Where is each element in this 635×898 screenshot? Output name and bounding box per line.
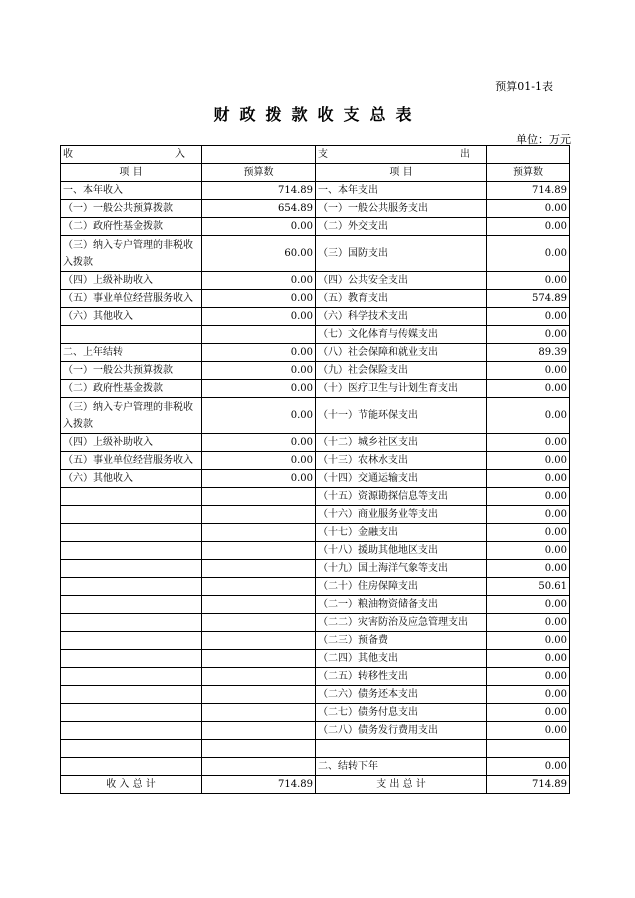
table-row (61, 578, 570, 596)
expense-budget-cell: 0.00 (487, 722, 570, 740)
expense-item-cell: （七）文化体育与传媒支出 (316, 326, 487, 344)
expense-total-value: 714.89 (487, 776, 570, 794)
income-budget-cell: 0.00 (202, 398, 316, 434)
table-row (61, 686, 570, 704)
expense-budget-cell: 0.00 (487, 596, 570, 614)
expense-item-cell: （二四）其他支出 (316, 650, 487, 668)
table-row (61, 326, 570, 344)
expense-item-cell: （二七）债务付息支出 (316, 704, 487, 722)
income-total-label: 收 入 总 计 (61, 776, 202, 794)
income-item-cell: （一）一般公共预算拨款 (61, 200, 202, 218)
expense-item-cell: （八）社会保障和就业支出 (316, 344, 487, 362)
income-item-cell: （四）上级补助收入 (61, 434, 202, 452)
expense-item-cell: （十四）交通运输支出 (316, 470, 487, 488)
expense-budget-header: 预算数 (487, 164, 570, 182)
expense-item-cell: （十）医疗卫生与计划生育支出 (316, 380, 487, 398)
income-budget-cell (202, 524, 316, 542)
income-item-cell (61, 596, 202, 614)
income-item-cell: （二）政府性基金拨款 (61, 380, 202, 398)
income-budget-cell (202, 326, 316, 344)
income-item-cell (61, 560, 202, 578)
income-item-cell (61, 722, 202, 740)
table-row (61, 290, 570, 308)
expense-budget-cell: 0.00 (487, 488, 570, 506)
income-budget-cell: 0.00 (202, 452, 316, 470)
income-budget-cell: 0.00 (202, 344, 316, 362)
expense-budget-cell: 0.00 (487, 668, 570, 686)
income-budget-cell: 654.89 (202, 200, 316, 218)
table-row (61, 704, 570, 722)
income-budget-header: 预算数 (202, 164, 316, 182)
expense-item-cell: （十九）国土海洋气象等支出 (316, 560, 487, 578)
income-item-cell (61, 650, 202, 668)
income-item-cell: 二、上年结转 (61, 344, 202, 362)
budget-summary-table (60, 145, 570, 794)
expense-budget-cell: 0.00 (487, 650, 570, 668)
expense-item-cell: （二十）住房保障支出 (316, 578, 487, 596)
income-budget-cell: 60.00 (202, 236, 316, 272)
expense-item-cell: （十三）农林水支出 (316, 452, 487, 470)
income-budget-cell (202, 758, 316, 776)
expense-item-cell: （二六）债务还本支出 (316, 686, 487, 704)
expense-budget-cell: 0.00 (487, 326, 570, 344)
income-item-cell: （六）其他收入 (61, 470, 202, 488)
expense-item-cell: （二二）灾害防治及应急管理支出 (316, 614, 487, 632)
expense-item-cell: 二、结转下年 (316, 758, 487, 776)
expense-budget-cell: 0.00 (487, 758, 570, 776)
expense-item-cell: （十六）商业服务业等支出 (316, 506, 487, 524)
table-row (61, 668, 570, 686)
table-row (61, 362, 570, 380)
income-item-cell (61, 758, 202, 776)
expense-budget-cell: 0.00 (487, 434, 570, 452)
expense-budget-cell (487, 740, 570, 758)
expense-item-cell: （十二）城乡社区支出 (316, 434, 487, 452)
expense-budget-cell: 0.00 (487, 686, 570, 704)
expense-budget-cell: 0.00 (487, 398, 570, 434)
income-budget-cell: 714.89 (202, 182, 316, 200)
income-budget-cell: 0.00 (202, 362, 316, 380)
expense-budget-cell: 89.39 (487, 344, 570, 362)
table-row (61, 344, 570, 362)
expense-budget-cell: 0.00 (487, 614, 570, 632)
expense-budget-cell: 714.89 (487, 182, 570, 200)
table-row (61, 182, 570, 200)
expense-budget-cell: 0.00 (487, 560, 570, 578)
expense-item-cell: （二一）粮油物资储备支出 (316, 596, 487, 614)
expense-item-cell: （十七）金融支出 (316, 524, 487, 542)
table-row (61, 398, 570, 434)
expense-item-cell: （九）社会保险支出 (316, 362, 487, 380)
income-budget-cell: 0.00 (202, 380, 316, 398)
income-budget-cell (202, 614, 316, 632)
table-row (61, 632, 570, 650)
expense-total-label: 支 出 总 计 (316, 776, 487, 794)
income-budget-cell (202, 506, 316, 524)
table-row (61, 722, 570, 740)
expense-item-header: 项 目 (316, 164, 487, 182)
expense-budget-cell: 0.00 (487, 506, 570, 524)
expense-budget-cell: 0.00 (487, 200, 570, 218)
income-budget-cell: 0.00 (202, 290, 316, 308)
income-budget-cell (202, 722, 316, 740)
income-budget-cell (202, 542, 316, 560)
expense-budget-cell: 0.00 (487, 236, 570, 272)
income-total-value: 714.89 (202, 776, 316, 794)
income-budget-cell (202, 596, 316, 614)
table-row (61, 434, 570, 452)
income-budget-cell: 0.00 (202, 218, 316, 236)
expense-section-header: 支 出 (316, 146, 487, 164)
table-row (61, 560, 570, 578)
table-row (61, 200, 570, 218)
income-item-cell: （五）事业单位经营服务收入 (61, 452, 202, 470)
table-row (61, 272, 570, 290)
table-row (61, 506, 570, 524)
expense-item-cell: 一、本年支出 (316, 182, 487, 200)
expense-budget-cell: 0.00 (487, 452, 570, 470)
income-budget-cell: 0.00 (202, 272, 316, 290)
section-header-row (61, 146, 570, 164)
income-section-header: 收 入 (61, 146, 202, 164)
expense-item-cell: （三）国防支出 (316, 236, 487, 272)
income-item-cell: （三）纳入专户管理的非税收入拨款 (61, 398, 202, 434)
income-budget-cell (202, 686, 316, 704)
page-title: 财政拨款收支总表 (213, 105, 422, 124)
expense-budget-cell: 0.00 (487, 362, 570, 380)
table-row (61, 758, 570, 776)
expense-item-cell: （二）外交支出 (316, 218, 487, 236)
table-row (61, 218, 570, 236)
income-item-cell (61, 668, 202, 686)
income-item-cell (61, 326, 202, 344)
income-budget-cell (202, 488, 316, 506)
income-budget-cell (202, 578, 316, 596)
expense-budget-cell: 0.00 (487, 272, 570, 290)
unit-label: 单位：万元 (516, 133, 571, 146)
form-number: 预算01-1表 (495, 80, 553, 93)
totals-row (61, 776, 570, 794)
income-item-cell (61, 704, 202, 722)
table-row (61, 650, 570, 668)
expense-item-cell: （五）教育支出 (316, 290, 487, 308)
expense-item-cell (316, 740, 487, 758)
income-item-cell (61, 524, 202, 542)
table-row (61, 524, 570, 542)
table-row (61, 452, 570, 470)
table-row (61, 236, 570, 272)
expense-budget-cell: 0.00 (487, 542, 570, 560)
income-item-cell: （三）纳入专户管理的非税收入拨款 (61, 236, 202, 272)
income-budget-cell (202, 704, 316, 722)
expense-budget-cell: 0.00 (487, 380, 570, 398)
table-row (61, 470, 570, 488)
expense-budget-cell: 0.00 (487, 308, 570, 326)
income-item-cell: 一、本年收入 (61, 182, 202, 200)
income-item-cell (61, 506, 202, 524)
expense-item-cell: （四）公共安全支出 (316, 272, 487, 290)
income-item-cell: （五）事业单位经营服务收入 (61, 290, 202, 308)
income-item-cell (61, 578, 202, 596)
expense-budget-cell: 50.61 (487, 578, 570, 596)
income-budget-cell: 0.00 (202, 308, 316, 326)
income-item-cell: （一）一般公共预算拨款 (61, 362, 202, 380)
expense-item-cell: （二三）预备费 (316, 632, 487, 650)
income-item-cell (61, 686, 202, 704)
expense-item-cell: （十五）资源勘探信息等支出 (316, 488, 487, 506)
income-item-cell: （六）其他收入 (61, 308, 202, 326)
income-budget-cell (202, 632, 316, 650)
income-item-cell (61, 542, 202, 560)
table-row (61, 308, 570, 326)
table-row (61, 740, 570, 758)
expense-budget-cell: 0.00 (487, 218, 570, 236)
income-budget-cell (202, 668, 316, 686)
income-budget-cell: 0.00 (202, 470, 316, 488)
income-budget-cell (202, 650, 316, 668)
table-row (61, 614, 570, 632)
expense-budget-cell: 0.00 (487, 704, 570, 722)
expense-item-cell: （六）科学技术支出 (316, 308, 487, 326)
income-item-cell: （四）上级补助收入 (61, 272, 202, 290)
income-item-cell: （二）政府性基金拨款 (61, 218, 202, 236)
income-item-header: 项 目 (61, 164, 202, 182)
income-budget-cell (202, 560, 316, 578)
income-budget-cell (202, 740, 316, 758)
income-item-cell (61, 614, 202, 632)
income-item-cell (61, 488, 202, 506)
income-item-cell (61, 632, 202, 650)
expense-item-cell: （二八）债务发行费用支出 (316, 722, 487, 740)
table-row (61, 380, 570, 398)
expense-budget-cell: 0.00 (487, 470, 570, 488)
income-item-cell (61, 740, 202, 758)
table-row (61, 488, 570, 506)
expense-item-cell: （十一）节能环保支出 (316, 398, 487, 434)
table-row (61, 542, 570, 560)
expense-item-cell: （一）一般公共服务支出 (316, 200, 487, 218)
expense-item-cell: （二五）转移性支出 (316, 668, 487, 686)
expense-item-cell: （十八）援助其他地区支出 (316, 542, 487, 560)
expense-budget-cell: 0.00 (487, 524, 570, 542)
income-budget-cell: 0.00 (202, 434, 316, 452)
column-header-row (61, 164, 570, 182)
table-row (61, 596, 570, 614)
expense-budget-cell: 574.89 (487, 290, 570, 308)
expense-budget-cell: 0.00 (487, 632, 570, 650)
